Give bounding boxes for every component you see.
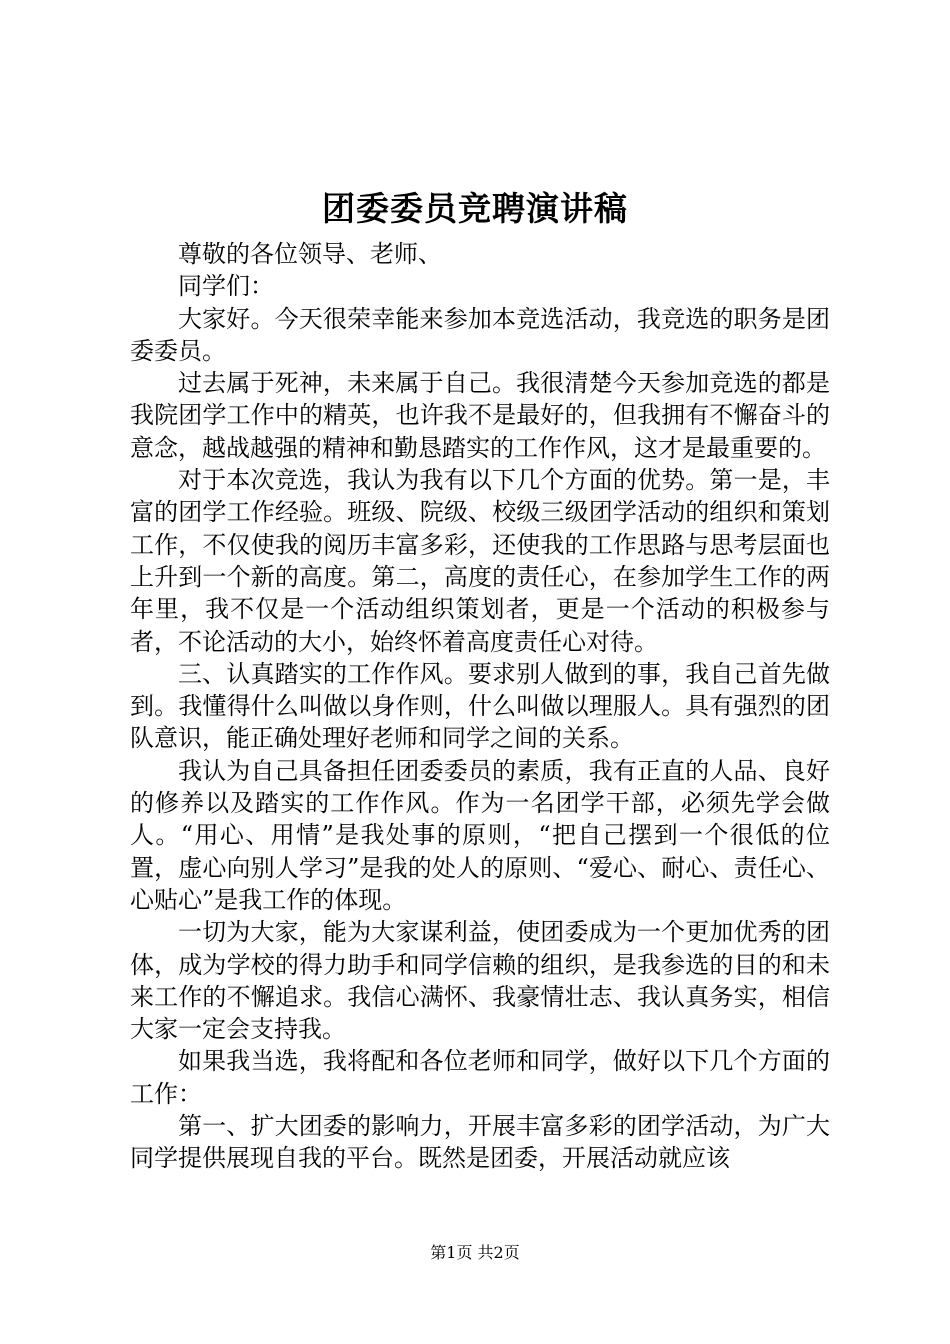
paragraph: 如果我当选，我将配和各位老师和同学，做好以下几个方面的工作： [130, 1047, 830, 1108]
paragraph: 过去属于死神，未来属于自己。我很清楚今天参加竞选的都是我院团学工作中的精英，也许我不是最好的，但我拥有不懈奋斗的意念，越战越强的精神和勤恳踏实的工作作风，这才是最重要的。 [130, 369, 830, 462]
document-body [130, 238, 830, 1175]
paragraph: 尊敬的各位领导、老师、 [178, 240, 442, 268]
paragraph: 三、认真踏实的工作作风。要求别人做到的事，我自己首先做到。我懂得什么叫做以身作则，什么叫做以理服人。具有强烈的团队意识，能正确处理好老师和同学之间的关系。 [130, 659, 830, 753]
paragraph: 我认为自己具备担任团委委员的素质，我有正直的人品、良好的修养以及踏实的工作作风。作为一名团学干部，必须先学会做人。“用心、用情”是我处事的原则，“把自己摆到一个很低的位置，虚心向别人学习”是我的处人的原则、“爱心、耐心、责任心、心贴心”是我工作的体现。 [130, 756, 830, 914]
page-number-footer: 第1页 共2页 [430, 1243, 520, 1262]
paragraph: 大家好。今天很荣幸能来参加本竞选活动，我竞选的职务是团委委员。 [130, 304, 830, 365]
paragraph: 第一、扩大团委的影响力，开展丰富多彩的团学活动，为广大同学提供展现自我的平台。既然是团委，开展活动就应该 [130, 1112, 830, 1173]
paragraph: 同学们： [178, 272, 274, 301]
paragraph: 对于本次竞选，我认为我有以下几个方面的优势。第一是，丰富的团学工作经验。班级、院级、校级三级团学活动的组织和策划工作，不仅使我的阅历丰富多彩，还使我的工作思路与思考层面也上升到一个新的高度。第二，高度的责任心，在参加学生工作的两年里，我不仅是一个活动组织策划者，更是一个活动的积极参与者，不论活动的大小，始终怀着高度责任心对待。 [130, 466, 830, 656]
paragraph: 一切为大家，能为大家谋利益，使团委成为一个更加优秀的团体，成为学校的得力助手和同学信赖的组织，是我参选的目的和未来工作的不懈追求。我信心满怀、我豪情壮志、我认真务实，相信大家一定会支持我。 [130, 918, 830, 1044]
document-title: 团委委员竞聘演讲稿 [322, 189, 628, 228]
